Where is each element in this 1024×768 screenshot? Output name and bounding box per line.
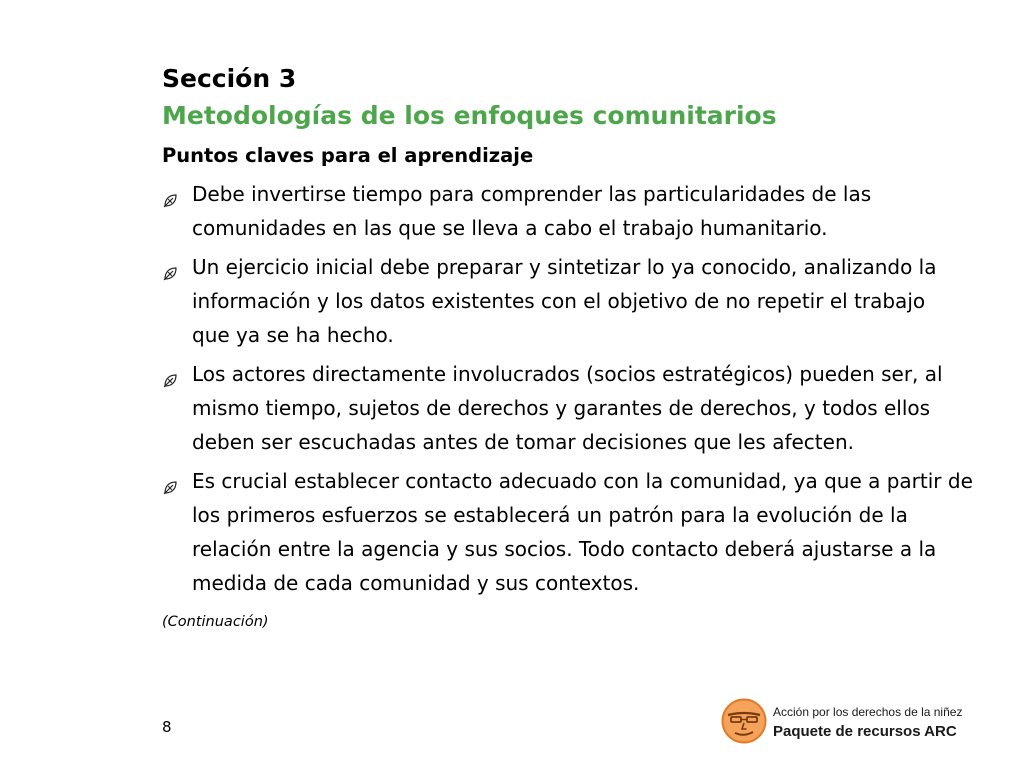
list-item (162, 464, 973, 600)
leaf-bullet-icon (163, 480, 178, 495)
key-points-heading: Puntos claves para el aprendizaje (162, 144, 534, 167)
list-item-line: relación entre la agencia y sus socios. Todo contacto deberá ajustarse a la (192, 537, 937, 561)
face-logo-icon (721, 698, 767, 744)
package-name: Paquete de recursos ARC (773, 723, 957, 740)
leaf-bullet-icon (163, 373, 178, 388)
list-item (162, 357, 973, 459)
list-item-line: mismo tiempo, sujetos de derechos y garantes de derechos, y todos ellos (192, 396, 931, 420)
list-item-line: Un ejercicio inicial debe preparar y sintetizar lo ya conocido, analizando la (192, 255, 937, 279)
list-item (162, 177, 973, 245)
leaf-bullet-icon (163, 193, 178, 208)
page-number: 8 (162, 718, 172, 736)
list-item-line: medida de cada comunidad y sus contextos. (192, 571, 640, 595)
list-item-line: deben ser escuchadas antes de tomar decisiones que les afecten. (192, 430, 854, 454)
continuation-note: (Continuación) (162, 614, 269, 630)
list-item (162, 250, 973, 352)
key-points-list (162, 177, 973, 605)
section-title: Sección 3 (162, 64, 297, 93)
list-item-line: información y los datos existentes con el objetivo de no repetir el trabajo (192, 289, 926, 313)
list-item-line: Debe invertirse tiempo para comprender las particularidades de las (192, 182, 872, 206)
list-item-line: comunidades en las que se lleva a cabo el trabajo humanitario. (192, 216, 828, 240)
list-item-line: Es crucial establecer contacto adecuado con la comunidad, ya que a partir de (192, 469, 973, 493)
section-subtitle: Metodologías de los enfoques comunitarios (162, 101, 777, 130)
list-item-line: Los actores directamente involucrados (socios estratégicos) pueden ser, al (192, 362, 943, 386)
org-name: Acción por los derechos de la niñez (773, 705, 963, 719)
list-item-line: los primeros esfuerzos se establecerá un patrón para la evolución de la (192, 503, 908, 527)
list-item-line: que ya se ha hecho. (192, 323, 394, 347)
leaf-bullet-icon (163, 266, 178, 281)
